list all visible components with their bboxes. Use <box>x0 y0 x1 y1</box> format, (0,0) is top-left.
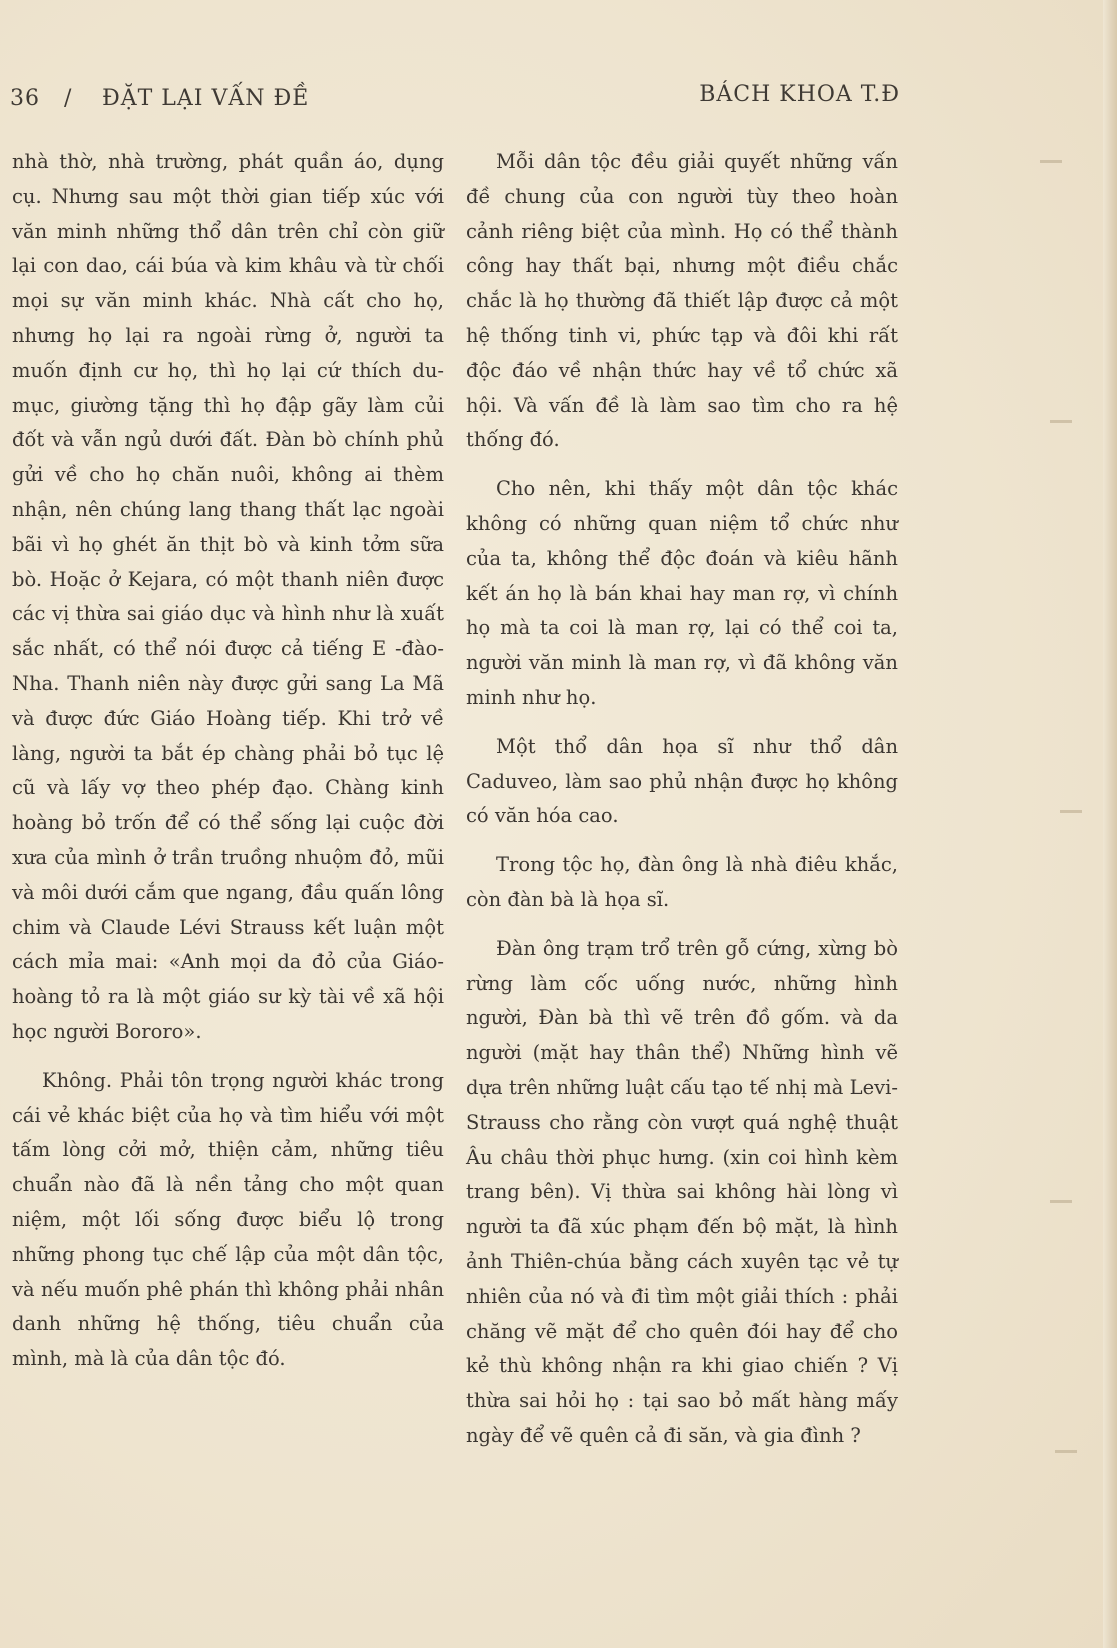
paragraph: Cho nên, khi thấy một dân tộc khác không có những quan niệm tổ chức như của ta, không thể độc đoán và kiêu hãnh kết án họ là bán khai hay man rợ, vì chính họ mà ta coi là man rợ, lại có thể coi ta, người văn minh là man rợ, vì đã không văn minh như họ. <box>466 477 898 709</box>
margin-mark <box>1050 420 1072 423</box>
margin-mark <box>1050 1200 1072 1203</box>
paragraph: Mỗi dân tộc đều giải quyết những vấn đề chung của con người tùy theo hoàn cảnh riêng biệt của mình. Họ có thể thành công hay thất bại, nhưng một điều chắc chắc là họ thường đã thiết lập được cả một hệ thống tinh vi, phức tạp và đôi khi rất độc đáo về nhận thức hay về tổ chức xã hội. Và vấn đề là làm sao tìm cho ra hệ thống đó. <box>466 150 898 452</box>
left-column <box>12 145 444 1391</box>
margin-mark <box>1060 810 1082 813</box>
header-separator: / <box>64 86 73 111</box>
page-edge <box>1103 0 1117 1648</box>
paragraph: Đàn ông trạm trổ trên gỗ cứng, xừng bò rừng làm cốc uống nước, những hình người, Đàn bà thì vẽ trên đồ gốm. và da người (mặt hay thân thể) Những hình vẽ dựa trên những luật cấu tạo tế nhị mà Levi-Strauss cho rằng còn vượt quá nghệ thuật Âu châu thời phục hưng. (xin coi hình kèm trang bên). Vị thừa sai không hài lòng vì người ta đã xúc phạm đến bộ mặt, là hình ảnh Thiên-chúa bằng cách xuyên tạc vẻ tự nhiên của nó và đi tìm một giải thích : phải chăng vẽ mặt để cho quên đói hay để cho kẻ thù không nhận ra khi giao chiến ? Vị thừa sai hỏi họ : tại sao bỏ mất hàng mấy ngày để vẽ quên cả đi săn, và gia đình ? <box>466 936 898 1447</box>
page-number: 36 <box>10 86 40 111</box>
page-header <box>10 80 900 120</box>
margin-mark <box>1055 1450 1077 1453</box>
paragraph: Không. Phải tôn trọng người khác trong cái vẻ khác biệt của họ và tìm hiểu với một tấm lòng cởi mở, thiện cảm, những tiêu chuẩn nào đã là nền tảng cho một quan niệm, một lối sống được biểu lộ trong những phong tục chế lập của một dân tộc, và nếu muốn phê phán thì không phải nhân danh những hệ thống, tiêu chuẩn của mình, mà là của dân tộc đó. <box>12 1068 444 1371</box>
paragraph: Trong tộc họ, đàn ông là nhà điêu khắc, còn đàn bà là họa sĩ. <box>466 853 898 911</box>
right-column <box>466 145 898 1468</box>
journal-title: BÁCH KHOA T.Đ <box>699 82 900 107</box>
margin-mark <box>1040 160 1062 163</box>
paragraph: Một thổ dân họa sĩ như thổ dân Caduveo, làm sao phủ nhận được họ không có văn hóa cao. <box>466 734 898 828</box>
section-title: ĐẶT LẠI VẤN ĐỀ <box>102 86 310 111</box>
paragraph: nhà thờ, nhà trường, phát quần áo, dụng cụ. Nhưng sau một thời gian tiếp xúc với văn minh những thổ dân trên chỉ còn giữ lại con dao, cái búa và kim khâu và từ chối mọi sự văn minh khác. Nhà cất cho họ, nhưng họ lại ra ngoài rừng ở, người ta muốn định cư họ, thì họ lại cứ thích du-mục, giường tặng thì họ đập gãy làm củi đốt và vẫn ngủ dưới đất. Đàn bò chính phủ gửi về cho họ chăn nuôi, không ai thèm nhận, nên chúng lang thang thất lạc ngoài bãi vì họ ghét ăn thịt bò và kinh tởm sữa bò. Hoặc ở Kejara, có một thanh niên được các vị thừa sai giáo dục và hình như là xuất sắc nhất, có thể nói được cả tiếng E -đào-Nha. Thanh niên này được gửi sang La Mã và được đức Giáo Hoàng tiếp. Khi trở về làng, người ta bắt ép chàng phải bỏ tục lệ cũ và lấy vợ theo phép đạo. Chàng kinh hoàng bỏ trốn để có thể sống lại cuộc đời xưa của mình ở trần truồng nhuộm đỏ, mũi và môi dưới cắm que ngang, đầu quấn lông chim và Claude Lévi Strauss kết luận một cách mỉa mai: «Anh mọi da đỏ của Giáo-hoàng tỏ ra là một giáo sư kỳ tài về xã hội học người Bororo». <box>12 150 444 1043</box>
